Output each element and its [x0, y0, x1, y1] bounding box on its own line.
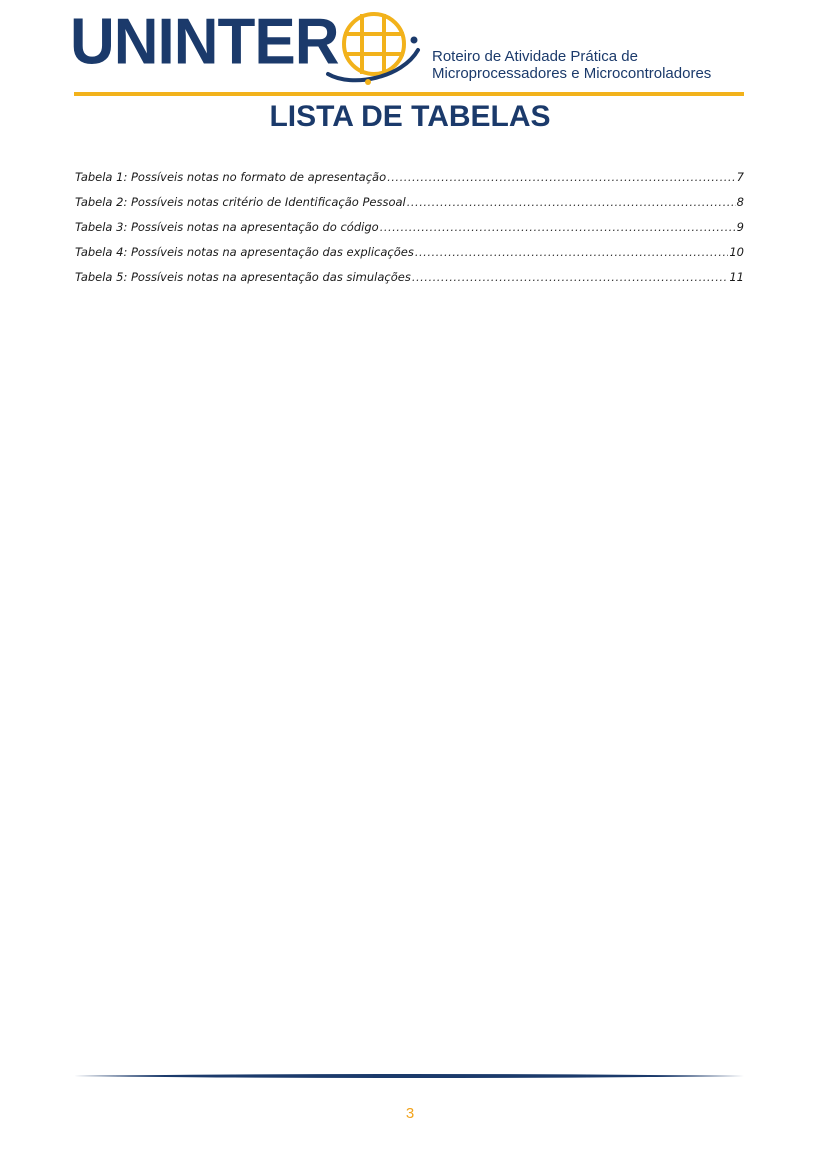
toc-entry-page: 10: [729, 245, 744, 259]
header-subtitle-line2: Microprocessadores e Microcontroladores: [432, 65, 712, 82]
toc-entry[interactable]: [75, 270, 744, 295]
toc-entry-label: Tabela 3: Possíveis notas na apresentação do código: [75, 220, 379, 234]
toc-entry[interactable]: [75, 220, 744, 245]
header-subtitle: [432, 48, 711, 82]
toc-entry-page: 7: [736, 170, 744, 184]
toc-entry[interactable]: [75, 195, 744, 220]
logo-wordmark: UNINTER: [70, 5, 339, 79]
table-list: [75, 170, 744, 295]
logo-globe-icon: [322, 8, 422, 88]
toc-leader-dots: [415, 245, 729, 259]
footer-divider: [74, 1072, 744, 1080]
toc-entry-page: 11: [729, 270, 744, 284]
toc-entry[interactable]: [75, 245, 744, 270]
toc-entry[interactable]: [75, 170, 744, 195]
page-title: LISTA DE TABELAS: [269, 100, 551, 133]
toc-entry-label: Tabela 1: Possíveis notas no formato de apresentação: [75, 170, 387, 184]
header-subtitle-line1: Roteiro de Atividade Prática de: [432, 48, 638, 65]
header-divider: [74, 92, 744, 96]
toc-leader-dots: [412, 270, 729, 284]
toc-entry-label: Tabela 2: Possíveis notas critério de Identificação Pessoal: [75, 195, 406, 209]
page-number: 3: [405, 1105, 415, 1122]
toc-entry-label: Tabela 4: Possíveis notas na apresentação das explicações: [75, 245, 414, 259]
toc-entry-page: 9: [736, 220, 744, 234]
toc-entry-label: Tabela 5: Possíveis notas na apresentação das simulações: [75, 270, 411, 284]
toc-leader-dots: [380, 220, 736, 234]
page-header: [0, 0, 820, 100]
toc-entry-page: 8: [736, 195, 744, 209]
toc-leader-dots: [387, 170, 736, 184]
toc-leader-dots: [407, 195, 736, 209]
